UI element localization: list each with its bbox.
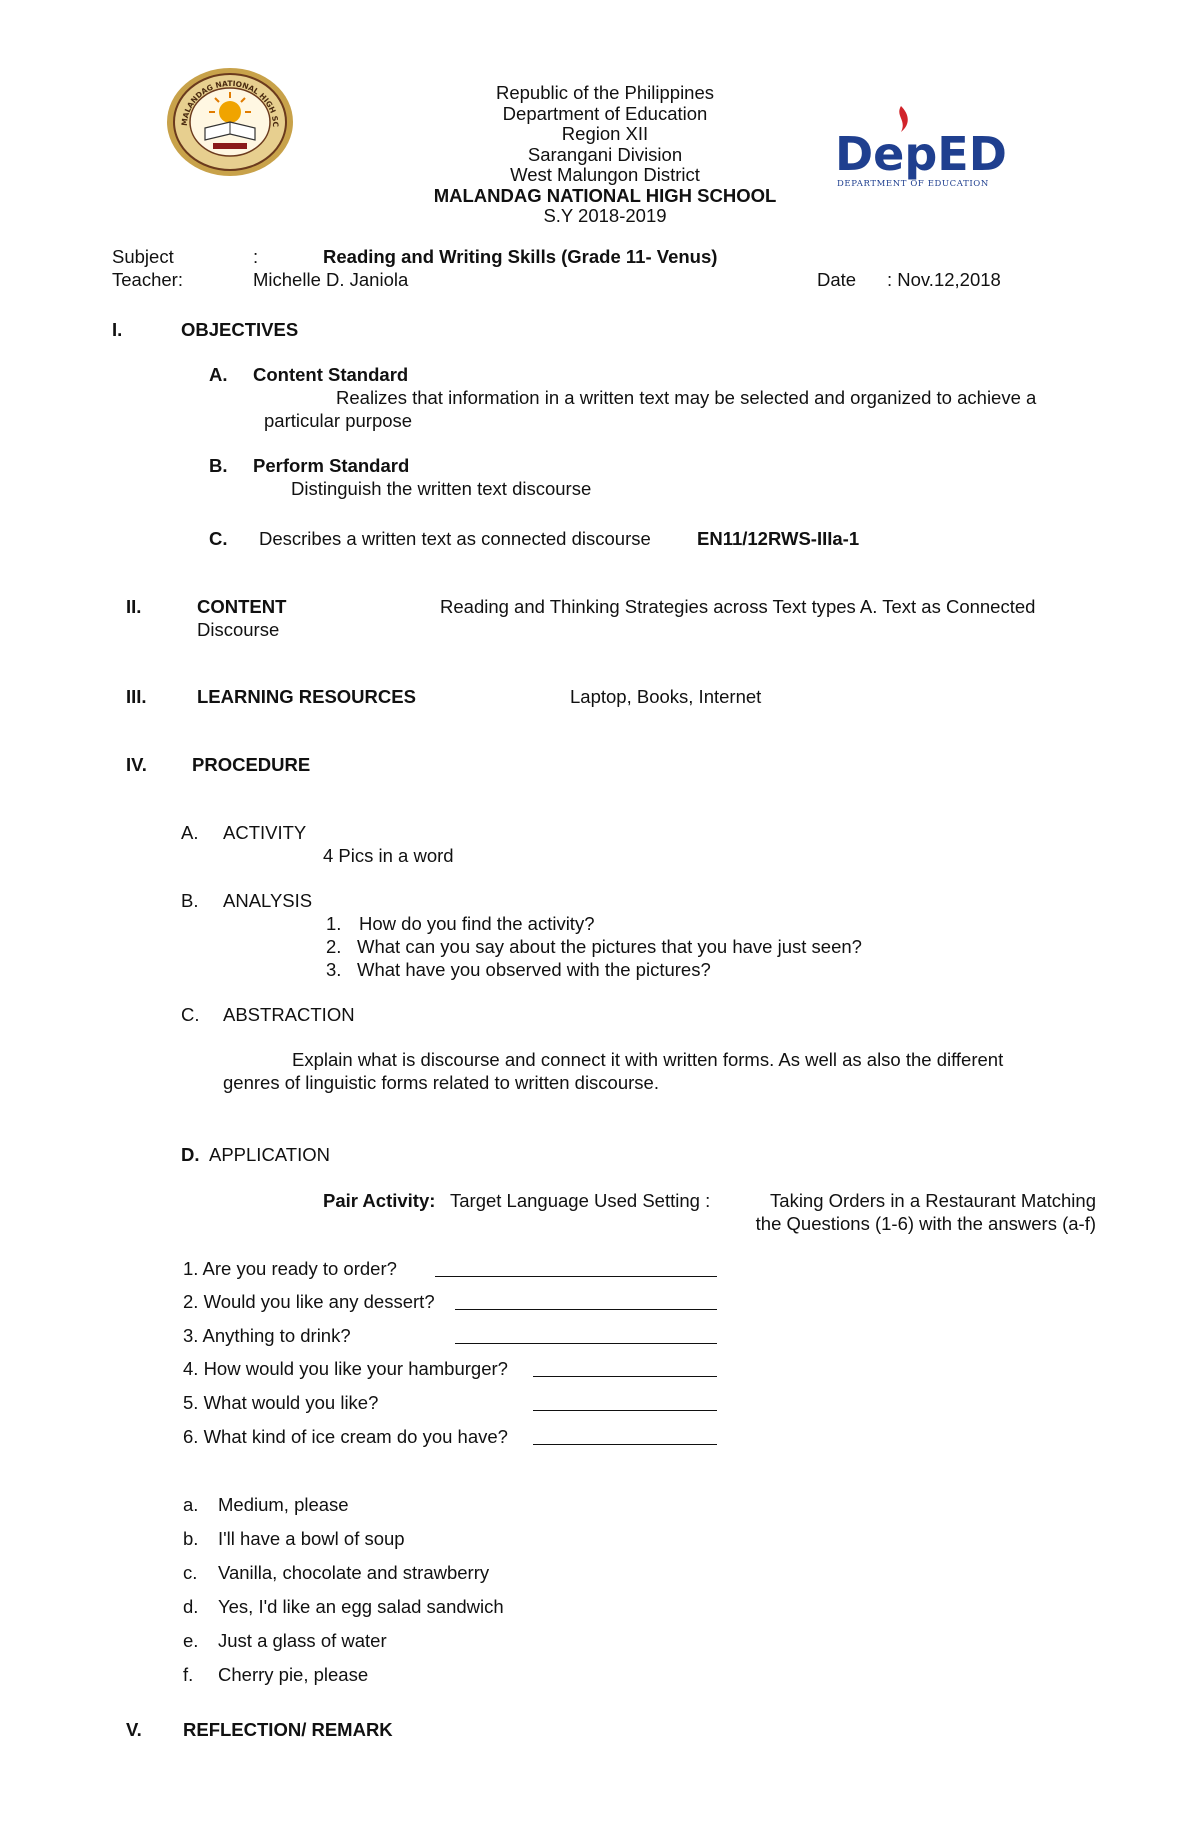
activity-letter: A. bbox=[181, 822, 199, 843]
header-line-republic: Republic of the Philippines bbox=[495, 82, 715, 103]
matching-question: 5. What would you like? bbox=[183, 1392, 379, 1413]
matching-question: 4. How would you like your hamburger? bbox=[183, 1358, 508, 1379]
date-label: Date bbox=[817, 269, 857, 290]
procedure-title: PROCEDURE bbox=[192, 754, 311, 775]
answer-blank[interactable] bbox=[533, 1376, 717, 1377]
deped-logo-sub: DEPARTMENT OF EDUCATION bbox=[837, 179, 989, 189]
analysis-item-text: What can you say about the pictures that you have just seen? bbox=[357, 936, 862, 957]
content-standard-letter: A. bbox=[209, 364, 228, 385]
answer-choice-text: Vanilla, chocolate and strawberry bbox=[218, 1562, 490, 1583]
analysis-item-number: 2. bbox=[326, 936, 342, 957]
matching-question: 6. What kind of ice cream do you have? bbox=[183, 1426, 508, 1447]
resources-title: LEARNING RESOURCES bbox=[197, 686, 416, 707]
analysis-item-text: How do you find the activity? bbox=[359, 913, 595, 934]
school-year: S.Y 2018-2019 bbox=[543, 205, 667, 226]
activity-title: ACTIVITY bbox=[223, 822, 307, 843]
content-standard-title: Content Standard bbox=[253, 364, 409, 385]
answer-blank[interactable] bbox=[455, 1309, 717, 1310]
date-value: : Nov.12,2018 bbox=[887, 269, 1001, 290]
pair-activity-topic: Taking Orders in a Restaurant Matching bbox=[770, 1190, 1096, 1211]
pair-activity-label: Pair Activity: bbox=[323, 1190, 436, 1211]
header-line-division: Sarangani Division bbox=[527, 143, 683, 165]
deped-logo bbox=[835, 98, 1007, 194]
matching-question: 2. Would you like any dessert? bbox=[183, 1291, 435, 1312]
answer-choice-text: Medium, please bbox=[218, 1494, 349, 1515]
activity-text: 4 Pics in a word bbox=[323, 845, 454, 866]
answer-choice-letter: f. bbox=[183, 1664, 194, 1685]
analysis-item-number: 3. bbox=[326, 959, 342, 980]
answer-choice-text: Yes, I'd like an egg salad sandwich bbox=[218, 1596, 504, 1617]
analysis-item-text: What have you observed with the pictures? bbox=[357, 959, 711, 980]
objectives-title: OBJECTIVES bbox=[181, 319, 299, 340]
competency-text: Describes a written text as connected discourse bbox=[259, 528, 651, 549]
procedure-number: IV. bbox=[126, 754, 147, 775]
competency-letter: C. bbox=[209, 528, 228, 549]
content-number: II. bbox=[126, 596, 142, 617]
competency-code: EN11/12RWS-IIIa-1 bbox=[697, 528, 860, 549]
school-seal-logo bbox=[165, 66, 295, 178]
answer-blank[interactable] bbox=[455, 1343, 717, 1344]
header-line-department: Department of Education bbox=[502, 102, 708, 124]
performance-standard-letter: B. bbox=[209, 455, 228, 476]
answer-choice-letter: d. bbox=[183, 1596, 199, 1617]
reflection-title: REFLECTION/ REMARK bbox=[183, 1719, 393, 1740]
abstraction-text-cont: genres of linguistic forms related to written discourse. bbox=[223, 1072, 659, 1093]
answer-blank[interactable] bbox=[533, 1410, 717, 1411]
answer-choice-text: Cherry pie, please bbox=[218, 1664, 369, 1685]
analysis-letter: B. bbox=[181, 890, 199, 911]
answer-blank[interactable] bbox=[435, 1276, 717, 1277]
answer-choice-text: Just a glass of water bbox=[218, 1630, 387, 1651]
seal-arc-text: MALANDAG NATIONAL HIGH SC bbox=[179, 78, 281, 128]
answer-choice-letter: b. bbox=[183, 1528, 199, 1549]
answer-choice-letter: a. bbox=[183, 1494, 199, 1515]
application-title: APPLICATION bbox=[209, 1144, 330, 1165]
reflection-number: V. bbox=[126, 1719, 142, 1740]
analysis-item-number: 1. bbox=[326, 913, 342, 934]
answer-choice-letter: c. bbox=[183, 1562, 198, 1583]
pair-activity-instructions: the Questions (1-6) with the answers (a-f) bbox=[755, 1213, 1096, 1234]
letterhead bbox=[360, 83, 850, 227]
deped-logo-wordmark: DepED bbox=[835, 127, 1007, 181]
subject-colon: : bbox=[253, 246, 259, 267]
content-standard-text: Realizes that information in a written text may be selected and organized to achieve a bbox=[336, 387, 1037, 408]
resources-text: Laptop, Books, Internet bbox=[570, 686, 762, 707]
subject-label: Subject bbox=[112, 246, 174, 267]
application-letter: D. bbox=[181, 1144, 200, 1165]
abstraction-letter: C. bbox=[181, 1004, 200, 1025]
performance-standard-text: Distinguish the written text discourse bbox=[291, 478, 592, 499]
answer-choice-letter: e. bbox=[183, 1630, 199, 1651]
content-standard-text-cont: particular purpose bbox=[264, 410, 413, 431]
content-text-cont: Discourse bbox=[197, 619, 280, 640]
header-line-region: Region XII bbox=[561, 123, 649, 144]
analysis-title: ANALYSIS bbox=[223, 890, 313, 911]
matching-question: 1. Are you ready to order? bbox=[183, 1258, 397, 1279]
performance-standard-title: Perform Standard bbox=[253, 455, 410, 476]
abstraction-title: ABSTRACTION bbox=[223, 1004, 355, 1025]
pair-activity-setting: Target Language Used Setting : bbox=[450, 1190, 711, 1211]
teacher-label: Teacher: bbox=[112, 269, 183, 290]
abstraction-text: Explain what is discourse and connect it with written forms. As well as also the different bbox=[292, 1049, 1004, 1070]
teacher-value: Michelle D. Janiola bbox=[253, 269, 409, 290]
content-title: CONTENT bbox=[197, 596, 287, 617]
resources-number: III. bbox=[126, 686, 147, 707]
objectives-number: I. bbox=[112, 319, 123, 340]
matching-question: 3. Anything to drink? bbox=[183, 1325, 351, 1346]
header-line-district: West Malungon District bbox=[510, 164, 700, 185]
subject-value: Reading and Writing Skills (Grade 11- Venus) bbox=[323, 246, 718, 267]
content-text: Reading and Thinking Strategies across Text types A. Text as Connected bbox=[440, 596, 1036, 617]
school-name: MALANDAG NATIONAL HIGH SCHOOL bbox=[433, 184, 777, 206]
answer-choice-text: I'll have a bowl of soup bbox=[218, 1528, 405, 1549]
answer-blank[interactable] bbox=[533, 1444, 717, 1445]
